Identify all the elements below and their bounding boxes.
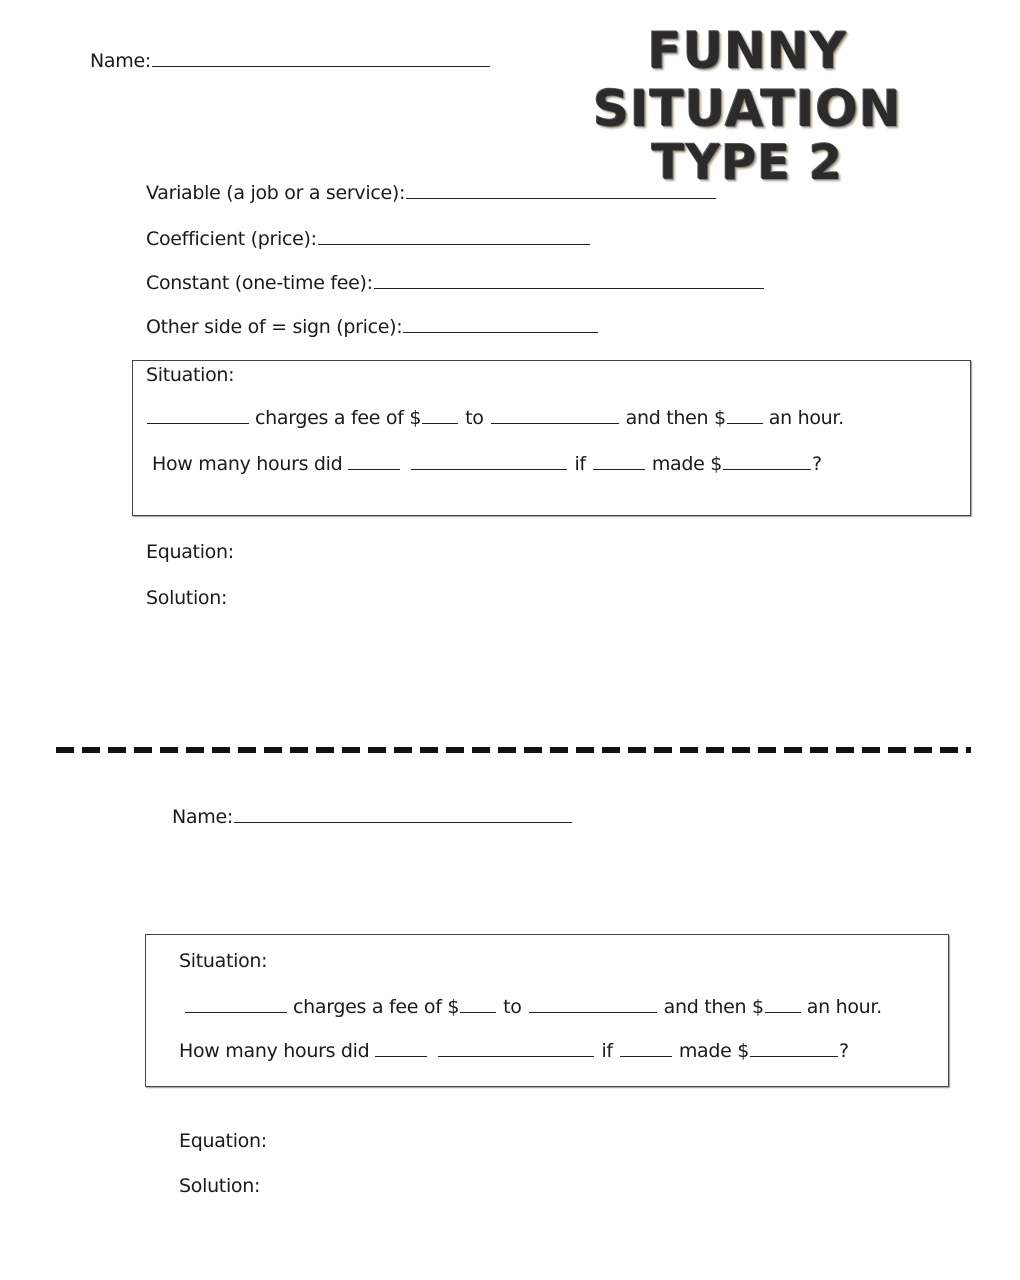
situation-text: an hour. [768, 407, 844, 429]
solution-label-bottom: Solution: [179, 1175, 261, 1197]
situation-line-2 [152, 453, 822, 475]
name-label: Name: [172, 806, 233, 828]
verb-blank[interactable] [438, 1055, 594, 1057]
coefficient-field [146, 228, 591, 250]
situation-line-1 [146, 407, 844, 429]
situation-text: if [601, 1040, 613, 1062]
who-blank[interactable] [348, 468, 400, 470]
situation-text: an hour. [806, 996, 882, 1018]
equation-label-top: Equation: [146, 541, 234, 563]
title-line-1: FUNNY SITUATION [593, 22, 902, 138]
service-blank[interactable] [529, 1011, 657, 1013]
hourly-rate-blank[interactable] [765, 1011, 801, 1013]
cut-line-divider [56, 747, 971, 753]
pronoun-blank[interactable] [593, 468, 645, 470]
total-blank[interactable] [750, 1055, 838, 1057]
worksheet-title [520, 22, 975, 191]
situation-text: made $ [678, 1040, 750, 1062]
fee-blank[interactable] [422, 422, 458, 424]
pronoun-blank[interactable] [620, 1055, 672, 1057]
verb-blank[interactable] [411, 468, 567, 470]
name-field-bottom [172, 806, 573, 828]
situation-text: charges a fee of $ [293, 996, 460, 1018]
business-blank[interactable] [147, 422, 249, 424]
coefficient-blank[interactable] [318, 243, 590, 245]
situation-text: to [503, 996, 522, 1018]
who-blank[interactable] [375, 1055, 427, 1057]
total-blank[interactable] [723, 468, 811, 470]
other-side-field [146, 316, 599, 338]
situation-heading: Situation: [179, 950, 268, 972]
situation-text: How many hours did [152, 453, 343, 475]
variable-label: Variable (a job or a service): [146, 182, 406, 204]
other-side-label: Other side of = sign (price): [146, 316, 403, 338]
hourly-rate-blank[interactable] [727, 422, 763, 424]
situation-box-bottom [145, 934, 949, 1087]
situation-box-top [132, 360, 971, 516]
situation-text: charges a fee of $ [255, 407, 422, 429]
situation-line-2 [179, 1040, 849, 1062]
variable-field [146, 182, 717, 204]
situation-text: ? [839, 1040, 849, 1062]
fee-blank[interactable] [460, 1011, 496, 1013]
other-side-blank[interactable] [403, 331, 598, 333]
name-blank[interactable] [152, 65, 490, 67]
situation-text: to [465, 407, 484, 429]
title-line-2: TYPE 2 [651, 135, 844, 191]
variable-blank[interactable] [406, 197, 716, 199]
situation-line-1 [184, 996, 882, 1018]
business-blank[interactable] [185, 1011, 287, 1013]
name-blank[interactable] [234, 821, 572, 823]
constant-blank[interactable] [374, 287, 764, 289]
name-label: Name: [90, 50, 151, 72]
solution-label-top: Solution: [146, 587, 228, 609]
situation-heading: Situation: [146, 364, 235, 386]
situation-text: ? [812, 453, 822, 475]
situation-text: and then $ [625, 407, 726, 429]
name-field-top [90, 50, 491, 72]
situation-text: if [574, 453, 586, 475]
situation-text: How many hours did [179, 1040, 370, 1062]
coefficient-label: Coefficient (price): [146, 228, 317, 250]
constant-field [146, 272, 765, 294]
situation-text: made $ [651, 453, 723, 475]
situation-text: and then $ [663, 996, 764, 1018]
equation-label-bottom: Equation: [179, 1130, 267, 1152]
service-blank[interactable] [491, 422, 619, 424]
constant-label: Constant (one-time fee): [146, 272, 373, 294]
